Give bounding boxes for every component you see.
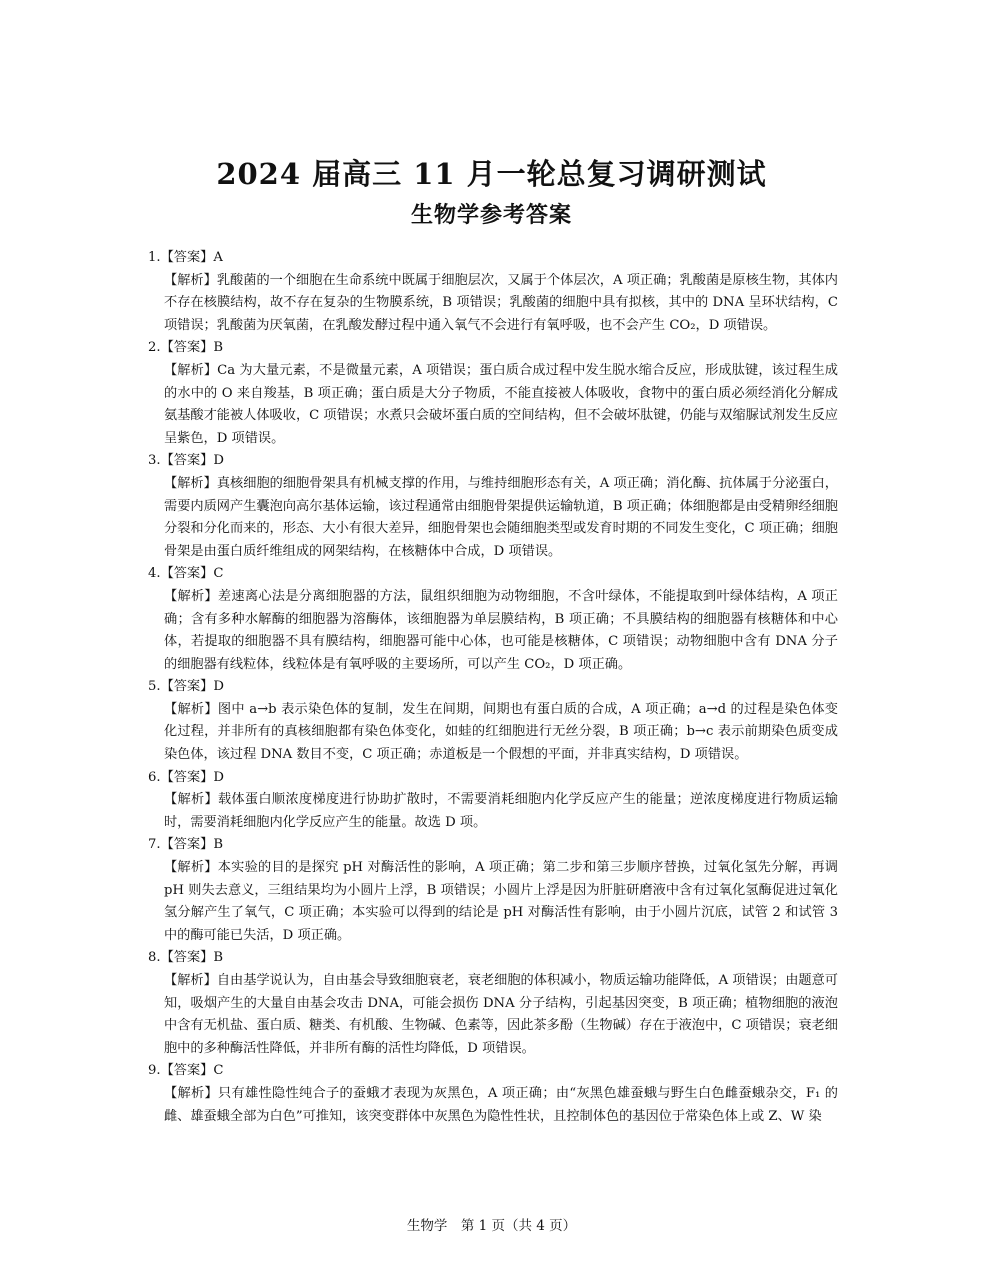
question-block-2 — [148, 337, 838, 450]
page-title: 2024 届高三 11 月一轮总复习调研测试 — [216, 157, 767, 191]
question-block-7 — [148, 834, 838, 947]
analysis-text: 【解析】图中 a→b 表示染色体的复制，发生在间期，间期也有蛋白质的合成，A 项正确；a→d 的过程是染色体变化过程，并非所有的真核细胞都有染色体变化，如蛙的红细胞进行无丝分裂，B 项正确；b→c 表示前期染色质变成染色体，该过程 DNA 数目不变，C 项正确；赤道板是一个假想的平面，并非真实结构，D 项错误。 — [164, 701, 838, 763]
question-block-5 — [148, 676, 838, 766]
answer-line: 4.【答案】C — [148, 566, 224, 582]
answer-line: 6.【答案】D — [148, 769, 224, 785]
answer-line: 2.【答案】B — [148, 340, 224, 356]
analysis-text: 【解析】乳酸菌的一个细胞在生命系统中既属于细胞层次，又属于个体层次，A 项正确；乳酸菌是原核生物，其体内不存在核膜结构，故不存在复杂的生物膜系统，B 项错误；乳酸菌的细胞中具有拟核，其中的 DNA 呈环状结构，C 项错误；乳酸菌为厌氧菌，在乳酸发酵过程中通入氧气不会进行有氧呼吸，也不会产生 CO₂，D 项错误。 — [164, 272, 838, 333]
analysis-text: 【解析】载体蛋白顺浓度梯度进行协助扩散时，不需要消耗细胞内化学反应产生的能量；逆浓度梯度进行物质运输时，需要消耗细胞内化学反应产生的能量。故选 D 项。 — [164, 792, 838, 830]
analysis-text: 【解析】Ca 为大量元素，不是微量元素，A 项错误；蛋白质合成过程中发生脱水缩合反应，形成肽键，该过程生成的水中的 O 来自羧基，B 项正确；蛋白质是大分子物质，不能直接被人体吸收，食物中的蛋白质必须经消化分解成氨基酸才能被人体吸收，C 项错误；水煮只会破坏蛋白质的空间结构，但不会破坏肽键，仍能与双缩脲试剂发生反应呈紫色，D 项错误。 — [164, 362, 838, 446]
analysis-text: 【解析】本实验的目的是探究 pH 对酶活性的影响，A 项正确；第二步和第三步顺序替换，过氧化氢先分解，再调 pH 则失去意义，三组结果均为小圆片上浮，B 项错误；小圆片上浮是因为肝脏研磨液中含有过氧化氢酶促进过氧化氢分解产生了氧气，C 项正确；本实验可以得到的结论是 pH 对酶活性有影响，由于小圆片沉底，试管 2 和试管 3 中的酶可能已失活，D 项正确。 — [164, 860, 838, 943]
question-block-9 — [148, 1060, 838, 1128]
answer-line: 8.【答案】B — [148, 950, 224, 966]
analysis-text: 【解析】差速离心法是分离细胞器的方法，鼠组织细胞为动物细胞，不含叶绿体，不能提取到叶绿体结构，A 项正确；含有多种水解酶的细胞器为溶酶体，该细胞器为单层膜结构，B 项正确；不具膜结构的细胞器有核糖体和中心体，若提取的细胞器不具有膜结构，细胞器可能中心体，也可能是核糖体，C 项错误；动物细胞中含有 DNA 分子的细胞器有线粒体，线粒体是有氧呼吸的主要场所，可以产生 CO₂，D 项正确。 — [164, 588, 838, 672]
page-footer: 生物学 第 1 页（共 4 页） — [406, 1218, 577, 1234]
analysis-text: 【解析】自由基学说认为，自由基会导致细胞衰老，衰老细胞的体积减小，物质运输功能降低，A 项错误；由题意可知，吸烟产生的大量自由基会攻击 DNA，可能会损伤 DNA 分子结构，引起基因突变，B 项正确；植物细胞的液泡中含有无机盐、蛋白质、糖类、有机酸、生物碱、色素等，因此茶多酚（生物碱）存在于液泡中，C 项错误；衰老细胞中的多种酶活性降低，并非所有酶的活性均降低，D 项错误。 — [164, 973, 838, 1056]
analysis-text: 【解析】真核细胞的细胞骨架具有机械支撑的作用，与维持细胞形态有关，A 项正确；消化酶、抗体属于分泌蛋白，需要内质网产生囊泡向高尔基体运输，该过程通常由细胞骨架提供运输轨道，B 项正确；体细胞都是由受精卵经细胞分裂和分化而来的，形态、大小有很大差异，细胞骨架也会随细胞类型或发育时期的不同发生变化，C 项正确；细胞骨架是由蛋白质纤维组成的网架结构，在核糖体中合成，D 项错误。 — [164, 475, 838, 559]
question-block-1 — [148, 247, 838, 337]
answer-line: 3.【答案】D — [148, 453, 224, 469]
question-block-8 — [148, 947, 838, 1060]
answer-line: 1.【答案】A — [148, 250, 223, 265]
answer-line: 5.【答案】D — [148, 679, 224, 695]
question-block-4 — [148, 563, 838, 676]
answer-line: 9.【答案】C — [148, 1063, 224, 1079]
answer-line: 7.【答案】B — [148, 837, 224, 853]
answer-list — [148, 247, 838, 1128]
analysis-text: 【解析】只有雄性隐性纯合子的蚕蛾才表现为灰黑色，A 项正确；由“灰黑色雄蚕蛾与野生白色雌蚕蛾杂交，F₁ 的雌、雄蚕蛾全部为白色”可推知，该突变群体中灰黑色为隐性性状，且控制体色的基因位于常染色体上或 Z、W 染 — [164, 1085, 838, 1124]
page-subtitle: 生物学参考答案 — [410, 202, 572, 228]
question-block-3 — [148, 450, 838, 563]
question-block-6 — [148, 767, 838, 835]
